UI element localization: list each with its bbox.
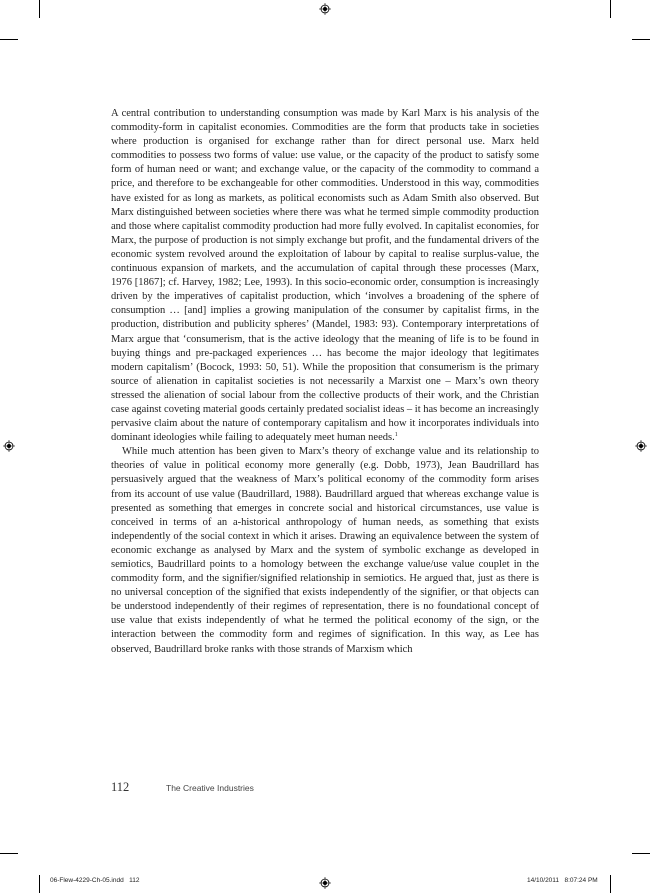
running-title: The Creative Industries [166,783,254,793]
registration-mark-icon [635,440,647,452]
paragraph-text: A central contribution to understanding consumption was made by Karl Marx is his analysis of the commodity-form in capitalist economies. Commodities are the form that products take in societies where production is organised for exchange rather than for direct personal use. Marx held commodities to possess two forms of value: use value, or the capacity of the product to satisfy some form of human need or want; and exchange value, or the capacity of the commodity to command a price, and therefore to be exchangeable for other commodities. Understood in this way, commodities have existed for as long as markets, as political economists such as Adam Smith also observed. But Marx distinguished between societies where there was what he termed simple commodity production and those where capitalist commodity production had more fully evolved. In capitalist economies, for Marx, the purpose of production is not simply exchange but profit, and the fundamental drivers of the economic system revolved around the exploitation of labour by capital to realise surplus-value, the continuous expansion of markets, and the accumulation of capital through these processes (Marx, 1976 [1867]; cf. Harvey, 1982; Lee, 1993). In this socio-economic order, consumption is increasingly driven by the imperatives of capitalist production, which ‘involves a broadening of the sphere of consumption … [and] implies a growing manipulation of the consumer by capitalist firms, in the production, distribution and publicity spheres’ (Mandel, 1983: 93). Contemporary interpretations of Marx argue that ‘consumerism, that is the active ideology that the meaning of life is to be found in buying things and pre-packaged experiences … has become the major ideology that legitimates modern capitalism’ (Bocock, 1993: 50, 51). While the proposition that consumerism is the primary source of alienation in capitalist societies is not necessarily a Marxist one – Marx’s own theory stressed the alienation of social labour from the collective products of their work, and the Christian case against coveting material goods certainly predated socialist ideas – it has become an increasingly pervasive claim about the nature of contemporary capitalism and how it incorporates individuals into dominant ideologies while failing to adequately meet human needs. [111,108,540,444]
crop-mark-icon [610,875,611,893]
crop-mark-icon [0,39,18,40]
footnote-marker: 1 [394,432,398,439]
crop-mark-icon [632,853,650,854]
paragraph [111,445,539,656]
crop-mark-icon [632,39,650,40]
crop-mark-icon [610,0,611,18]
crop-mark-icon [0,853,18,854]
registration-mark-icon [319,877,331,889]
paragraph-text: While much attention has been given to Marx’s theory of exchange value and its relationship to theories of value in political economy more generally (e.g. Dobb, 1973), Jean Baudrillard has persuasively argued that the weakness of Marx’s political economy of the commodity form arises from its account of use value (Baudrillard, 1988). Baudrillard argued that whereas exchange value is presented as something that emerges in concrete social and historical circumstances, use value is conceived in terms of an a-historical anthropology of human needs, as something that exists independently of the social context in which it arises. Drawing an equivalence between the system of economic exchange as analysed by Marx and the system of symbolic exchange as developed in semiotics, Baudrillard points to a homology between the exchange value/use value couplet in the commodity form, and the signifier/signified relationship in semiotics. He argued that, just as there is no universal conception of the signified that exists independently of the signifier, or that objects can be understood independently of their regimes of representation, there is no foundational concept of use value that exists independently of what he termed the political economy of the sign, or the interaction between the commodity form and regimes of signification. In this way, as Lee has observed, Baudrillard broke ranks with those strands of Marxism which [111,446,539,655]
registration-mark-icon [3,440,15,452]
paragraph [111,107,539,445]
slug-filename: 06-Flew-4229-Ch-05.indd 112 [50,877,140,884]
crop-mark-icon [39,0,40,18]
body-text [111,107,539,657]
page-number: 112 [111,780,130,794]
crop-mark-icon [39,875,40,893]
slug-timestamp: 14/10/2011 8:07:24 PM [527,877,598,884]
registration-mark-icon [319,3,331,15]
